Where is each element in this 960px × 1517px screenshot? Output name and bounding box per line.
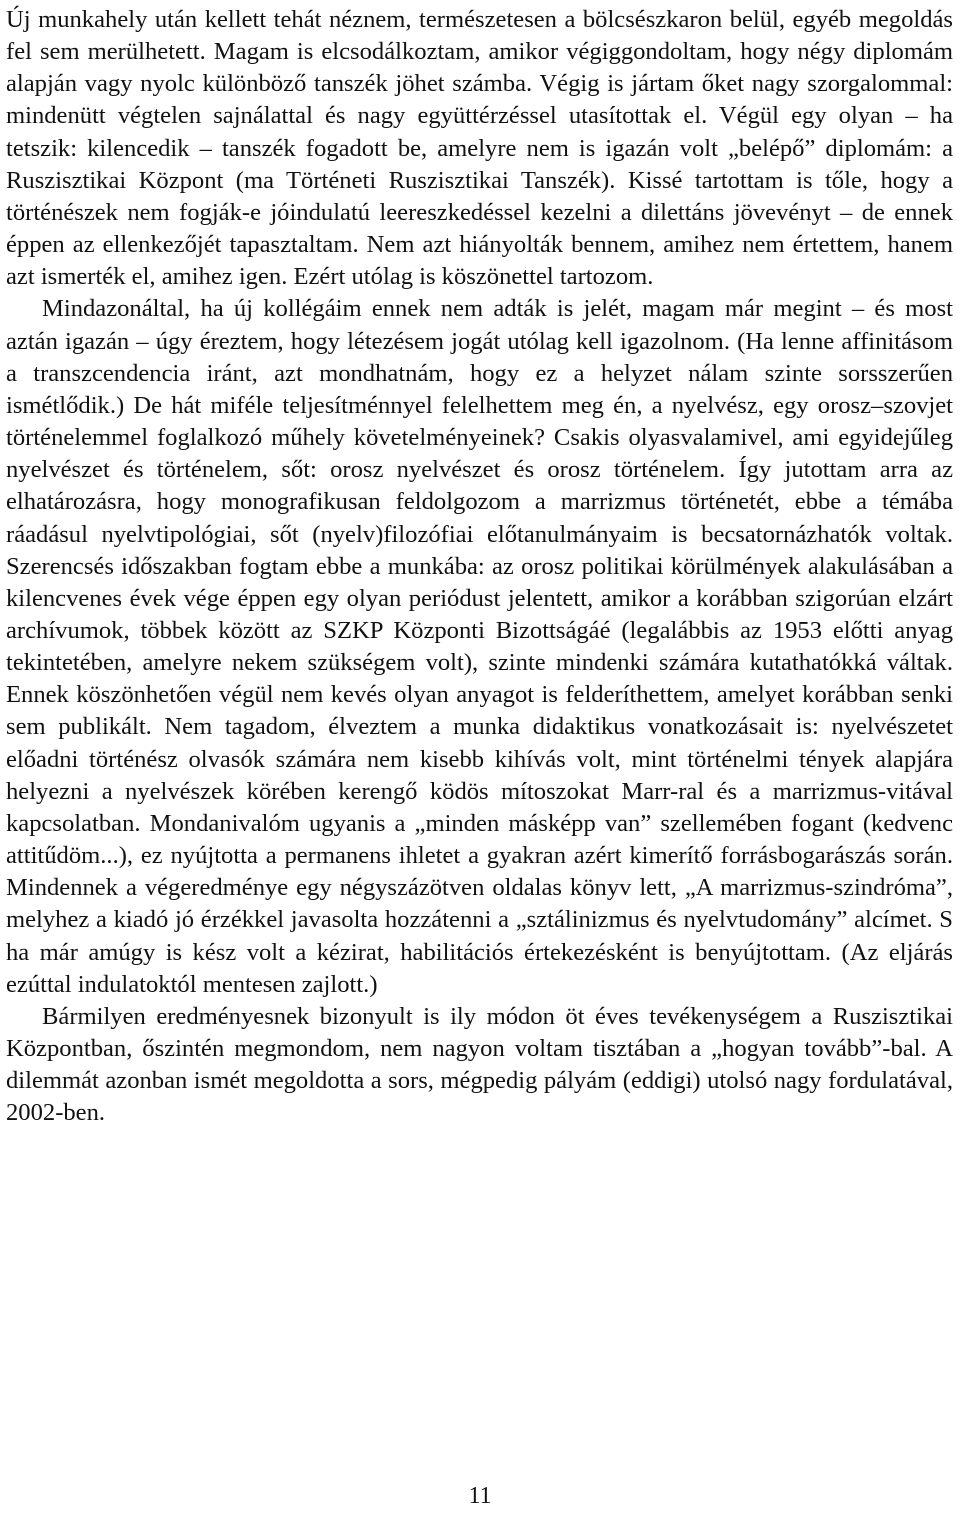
paragraph-3: Bármilyen eredményesnek bizonyult is ily módon öt éves tevékenységem a Ruszisztikai Központban, őszintén megmondom, nem nagyon voltam tisztában a „hogyan tovább”-bal. A dilemmát azonban ismét megoldotta a sors, mégpedig pályám (eddigi) utolsó nagy fordulatával, 2002-ben. <box>6 1002 953 1127</box>
paragraph-2: Mindazonáltal, ha új kollégáim ennek nem adták is jelét, magam már megint – és most aztán igazán – úgy éreztem, hogy létezésem jogát utólag kell igazolnom. (Ha lenne affinitásom a transzcendencia iránt, azt mondhatnám, hogy ez a helyzet nálam szinte sorsszerűen ismétlődik.) De hát miféle teljesítménnyel felelhettem meg én, a nyelvész, egy orosz–szovjet történelemmel foglalkozó műhely követelményeinek? Csakis olyasvalamivel, ami egyidejűleg nyelvészet és történelem, sőt: orosz nyelvészet és orosz történelem. Így jutottam arra az elhatározásra, hogy monografikusan feldolgozom a marrizmus történetét, ebbe a témába ráadásul nyelvtipológiai, sőt (nyelv)filozófiai előtanulmányaim is becsatornázhatók voltak. Szerencsés időszakban fogtam ebbe a munkába: az orosz politikai körülmények alakulásában a kilencvenes évek vége éppen egy olyan periódust jelentett, amikor a korábban szigorúan elzárt archívumok, többek között az SZKP Központi Bizottságáé (legalábbis az 1953 előtti anyag tekintetében, amelyre nekem szükségem volt), szinte mindenki számára kutathatókká váltak. Ennek köszönhetően végül nem kevés olyan anyagot is felderíthettem, amelyet korábban senki sem publikált. Nem tagadom, élveztem a munka didaktikus vonatkozásait is: nyelvészetet előadni történész olvasók számára nem kisebb kihívás volt, mint történelmi tények alapjára helyezni a nyelvészek körében kerengő ködös mítoszokat Marr-ral és a marrizmus-vitával kapcsolatban. Mondanivalóm ugyanis a „minden másképp van” szellemében fogant (kedvenc attitűdöm...), ez nyújtotta a permanens ihletet a gyakran azért kimerítő forrásbogarászás során. Mindennek a végeredménye egy négyszázötven oldalas könyv lett, „A marrizmus-szindróma”, melyhez a kiadó jó érzékkel javasolta hozzátenni a „sztálinizmus és nyelvtudomány” alcímet. S ha már amúgy is kész volt a kézirat, habilitációs értekezésként is benyújtottam. (Az eljárás ezúttal indulatoktól mentesen zajlott.) <box>6 295 953 998</box>
document-page <box>6 4 953 1129</box>
page-number: 11 <box>468 1483 492 1509</box>
paragraph-1: Új munkahely után kellett tehát néznem, természetesen a bölcsészkaron belül, egyéb megoldás fel sem merülhetett. Magam is elcsodálkoztam, amikor végiggondoltam, hogy négy diplomám alapján vagy nyolc különböző tanszék jöhet számba. Végig is jártam őket nagy szorgalommal: mindenütt végtelen sajnálattal és nagy együttérzéssel utasítottak el. Végül egy olyan – ha tetszik: kilencedik – tanszék fogadott be, amelyre nem is igazán volt „belépő” diplomám: a Ruszisztikai Központ (ma Történeti Ruszisztikai Tanszék). Kissé tartottam is tőle, hogy a történészek nem fogják-e jóindulatú leereszkedéssel kezelni a dilettáns jövevényt – de ennek éppen az ellenkezőjét tapasztaltam. Nem azt hiányolták bennem, amihez nem értettem, hanem azt ismerték el, amihez igen. Ezért utólag is köszönettel tartozom. <box>6 6 953 291</box>
